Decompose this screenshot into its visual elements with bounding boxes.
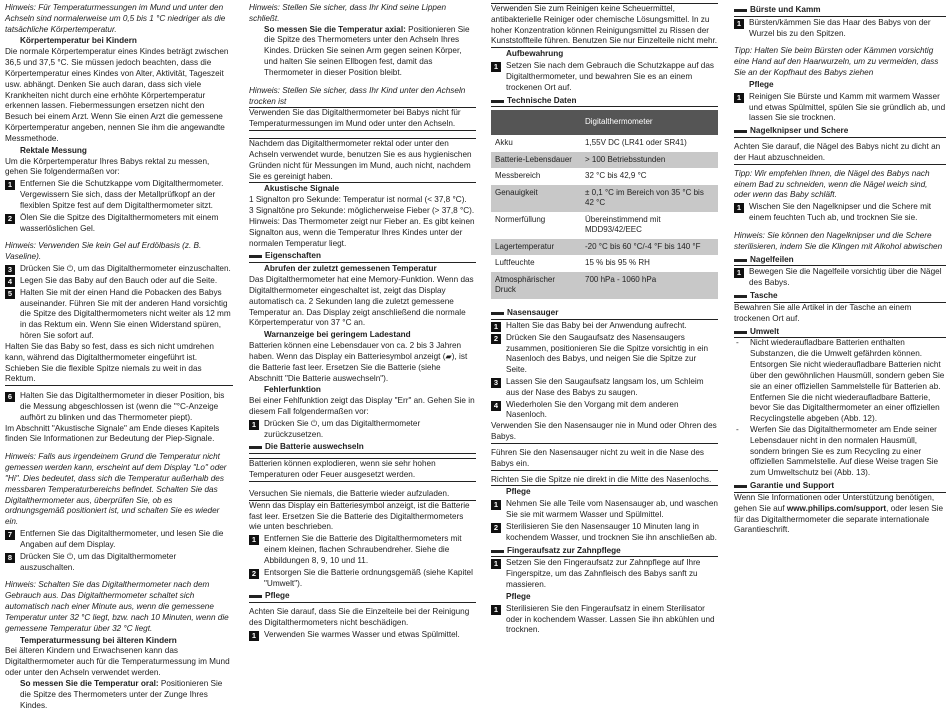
step-number: 2 bbox=[491, 523, 501, 533]
step-number: 1 bbox=[249, 631, 259, 641]
subheading: Temperaturmessung bei älteren Kindern bbox=[20, 635, 177, 645]
body-text: Wenn das Display ein Batteriesymbol anzeigt, ist die Batterie fast leer. Ersetzen Sie die Batterie des Digitalthermometers wie unten beschrieben. bbox=[249, 500, 470, 532]
lead-paragraph bbox=[249, 25, 476, 79]
bullet-item: - Nicht wiederaufladbare Batterien enthalten Substanzen, die die Umwelt gefährden können. Entsorgen Sie nicht wiederaufladbare Batterien nicht über den gewöhnlichen Hausmüll, sondern geben Sie sie an einer offiziellen Sammelstelle für Batterien ab. Entfernen Sie die nicht wiederaufladbare Batterie, bevor Sie das Digitalthermometer an einer offiziellen Recyclingstelle abgeben (Abb. 12). bbox=[734, 338, 946, 425]
body-text: Hinweis: Das Thermometer zeigt nur Fieber an. Es gibt keinen Signalton aus, wenn die Temperatur Ihres Kindes unter der normalen Temperatur liegt. bbox=[249, 216, 475, 248]
section-heading: Umwelt bbox=[734, 327, 946, 339]
spacer bbox=[734, 224, 946, 231]
subheading: Körpertemperatur bei Kindern bbox=[20, 36, 137, 46]
subheading: Abrufen der zuletzt gemessenen Temperatur bbox=[264, 264, 437, 274]
support-link[interactable]: www.philips.com/support bbox=[786, 503, 887, 513]
spacer bbox=[5, 573, 233, 580]
step-text: Wiederholen Sie den Vorgang mit dem anderen Nasenloch. bbox=[506, 399, 679, 420]
step-text: Sterilisieren Sie den Fingeraufsatz in einem Sterilisator oder in kochendem Wasser. Lassen Sie ihn abkühlen und trocknen. bbox=[506, 603, 715, 635]
body-text: Im Abschnitt "Akustische Signale" am Ende dieses Kapitels finden Sie Informationen zur Bedeutung der Piep-Signale. bbox=[5, 423, 220, 444]
step-text: Entfernen Sie das Digitalthermometer, und lesen Sie die Angaben auf dem Display. bbox=[20, 529, 224, 549]
table-cell-value: 700 hPa - 1060 hPa bbox=[581, 272, 718, 299]
step-text: Sterilisieren Sie den Nasensauger 10 Minuten lang in kochendem Wasser, und trocknen Sie ihn anschließen ab. bbox=[506, 521, 717, 542]
numbered-step bbox=[491, 333, 718, 376]
warning-text: Führen Sie den Nasensauger nicht zu weit in die Nase des Babys ein. bbox=[491, 448, 718, 471]
section-heading: Nagelknipser und Schere bbox=[734, 126, 946, 138]
step-number: 1 bbox=[734, 93, 744, 103]
numbered-step bbox=[249, 568, 476, 590]
numbered-step bbox=[734, 267, 946, 289]
table-cell-label: Batterie-Lebensdauer bbox=[491, 152, 581, 169]
step-text: Bürsten/kämmen Sie das Haar des Babys von der Wurzel bis zu den Spitzen. bbox=[749, 17, 931, 38]
warning-text: Nachdem das Digitalthermometer rektal oder unter den Achseln verwendet wurde, benutzen Sie es aus hygienischen Gründen nicht für Messungen im Mund, auch nicht, nachdem Sie es gereinigt haben. bbox=[249, 138, 476, 183]
column-2 bbox=[249, 3, 476, 670]
body-text: Das Digitalthermometer hat eine Memory-Funktion. Wenn das Digitalthermometer eingeschaltet ist, zeigt das Display automatisch ca. 2 Sekunden lang die zuletzt gemessene Temperatur an. Das Display zeigt anschließend die normale Körpertemperatur von 37 °C an. bbox=[249, 275, 474, 328]
lead-text: Positionieren Sie die Spitze des Thermometers unter den Achseln Ihres Kindes. Drücken Sie seinen Arm gegen seinen Körper, und halten Sie seinen Ellbogen fest, damit das Thermometer in dieser Position bleibt. bbox=[264, 24, 470, 77]
step-text: Verwenden Sie warmes Wasser und etwas Spülmittel. bbox=[264, 629, 460, 639]
body-text: Bei älteren Kindern und Erwachsenen kann das Digitalthermometer auch für die Temperaturmessung im Mund oder unter den Achseln verwendet werden. bbox=[5, 646, 230, 678]
table-row bbox=[491, 239, 718, 256]
numbered-step bbox=[249, 419, 476, 441]
table-cell-value: 1,55V DC (LR41 oder SR41) bbox=[585, 138, 687, 147]
technical-data-table bbox=[491, 110, 718, 299]
lead-label: So messen Sie die Temperatur axial: bbox=[264, 24, 406, 34]
step-number: 1 bbox=[734, 19, 744, 29]
step-number: 1 bbox=[249, 535, 259, 545]
step-text: Reinigen Sie Bürste und Kamm mit warmem Wasser und etwas Spülmittel, spülen Sie sie gründlich ab, und lassen Sie sie trocknen. bbox=[749, 91, 946, 123]
step-number: 1 bbox=[734, 268, 744, 278]
body-text: Um die Körpertemperatur Ihres Babys rektal zu messen, gehen Sie folgendermaßen vor: bbox=[5, 156, 210, 177]
subheading: Warnanzeige bei geringem Ladestand bbox=[264, 330, 411, 340]
subheading: Pflege bbox=[749, 79, 774, 89]
subheading: Pflege bbox=[506, 487, 531, 497]
step-text: Lassen Sie den Saugaufsatz langsam los, um Schleim aus der Nase des Babys zu saugen. bbox=[506, 376, 704, 397]
spacer bbox=[249, 482, 476, 489]
numbered-step bbox=[491, 604, 718, 636]
step-number: 2 bbox=[491, 334, 501, 344]
lead-paragraph bbox=[5, 679, 233, 711]
step-text: Drücken Sie ⏻, um das Digitalthermometer zurückzusetzen. bbox=[264, 418, 421, 439]
note-text: Hinweis: Für Temperaturmessungen im Mund und unter den Achseln sind normalerweise um 0,5 bis 1 °C niedriger als die tatsächliche Körpertemperatur. bbox=[5, 3, 226, 34]
note-text: Hinweis: Falls aus irgendeinem Grund die Temperatur nicht gemessen werden kann, erscheint auf dem Display "Lo" oder "Hi". Dies bedeutet, dass sich die Temperatur außerhalb des messbaren Temperaturbereichs befindet. Schalten Sie das Digitalthermometer aus, überprüfen Sie, ob es ordnungsgemäß positioniert ist, und schalten Sie es wieder ein. bbox=[5, 452, 227, 527]
support-paragraph bbox=[734, 493, 946, 536]
table-cell-label: Genauigkeit bbox=[491, 185, 581, 212]
step-number: 3 bbox=[491, 378, 501, 388]
numbered-step bbox=[5, 179, 233, 211]
step-number: 2 bbox=[249, 569, 259, 579]
note-text: Tipp: Wir empfehlen Ihnen, die Nägel des Babys nach einem Bad zu schneiden, wenn die Nägel weich sind, oder wenn das Baby schläft. bbox=[734, 168, 930, 200]
subheading: Pflege bbox=[506, 591, 531, 601]
step-number: 2 bbox=[5, 214, 15, 224]
step-text: Halten Sie das Digitalthermometer in dieser Position, bis die Messung abgeschlossen ist (wenn die "°C-Anzeige aufhört zu blinken und das Thermometer piept). bbox=[20, 391, 225, 422]
section-heading: Pflege bbox=[249, 591, 476, 603]
step-number: 8 bbox=[5, 553, 15, 563]
lead-label: So messen Sie die Temperatur oral: bbox=[20, 678, 159, 688]
note-text: Hinweis: Sie können den Nagelknipser und die Schere sterilisieren, indem Sie die Klingen mit Alkohol abwischen bbox=[734, 230, 943, 251]
step-number: 3 bbox=[5, 265, 15, 275]
column-3-top bbox=[491, 3, 718, 107]
body-text: 1 Signalton pro Sekunde: Temperatur ist normal (< 37,8 °C). bbox=[249, 195, 467, 205]
warning-text: Verwenden Sie den Nasensauger nie in Mund oder Ohren des Babys. bbox=[491, 421, 718, 444]
table-cell-label: Atmosphärischer Druck bbox=[491, 272, 581, 299]
step-text: Wischen Sie den Nagelknipser und die Schere mit einem feuchten Tuch ab, und trocknen Sie sie. bbox=[749, 202, 932, 223]
subheading: Akustische Signale bbox=[264, 184, 340, 194]
numbered-step bbox=[491, 558, 718, 590]
numbered-step bbox=[491, 400, 718, 422]
step-number: 1 bbox=[491, 62, 501, 72]
numbered-step bbox=[491, 377, 718, 399]
numbered-step bbox=[734, 18, 946, 40]
section-heading: Bürste und Kamm bbox=[734, 5, 946, 17]
step-text: Entsorgen Sie die Batterie ordnungsgemäß (siehe Kapitel "Umwelt"). bbox=[264, 567, 473, 588]
table-cell-value: Übereinstimmend mit MDD93/42/EEC bbox=[585, 214, 661, 235]
warning-text: Achten Sie darauf, die Nägel des Babys nicht zu dicht an der Haut abzuschneiden. bbox=[734, 142, 946, 165]
numbered-step bbox=[249, 630, 476, 641]
table-cell-label: Akku bbox=[495, 138, 513, 147]
table-row bbox=[491, 212, 718, 239]
section-heading: Garantie und Support bbox=[734, 481, 946, 493]
body-text: 3 Signaltöne pro Sekunde: möglicherweise Fieber (> 37,8 °C). bbox=[249, 206, 475, 216]
spacer bbox=[734, 39, 946, 46]
numbered-step bbox=[249, 534, 476, 566]
step-number: 1 bbox=[734, 203, 744, 213]
step-text: Bewegen Sie die Nagelfeile vorsichtig über die Nägel des Babys. bbox=[749, 267, 942, 288]
table-cell-value: ± 0,1 °C im Bereich von 35 °C bis 42 °C bbox=[581, 185, 718, 212]
table-cell-value: 15 % bis 95 % RH bbox=[585, 258, 650, 268]
warning-text: Verwenden Sie das Digitalthermometer bei Babys nicht für Temperaturmessungen im Mund oder unter den Achseln. bbox=[249, 107, 476, 131]
table-row bbox=[491, 135, 718, 152]
spacer bbox=[5, 445, 233, 452]
numbered-step bbox=[491, 522, 718, 544]
table-cell-label: Normerfüllung bbox=[495, 214, 546, 224]
numbered-step bbox=[734, 92, 946, 124]
warning-text: Richten Sie die Spitze nie direkt in die Mitte des Nasenlochs. bbox=[491, 475, 718, 487]
numbered-step bbox=[734, 202, 946, 224]
spacer bbox=[5, 386, 233, 390]
note-text: Hinweis: Schalten Sie das Digitalthermometer nach dem Gebrauch aus. Das Digitalthermometer schaltet sich automatisch nach einer Minute aus, wenn die gemessene Temperatur unter 32 °C liegt, bzw. nach 10 Minuten, wenn die gemessene Temperatur über 32 °C liegt. bbox=[5, 580, 229, 633]
support-text-end: , oder lesen Sie für das Digitalthermometer die separate internationale Garantieschrift. bbox=[734, 503, 944, 535]
table-cell-label: Lagertemperatur bbox=[491, 239, 581, 256]
table-row bbox=[491, 152, 718, 169]
spacer bbox=[249, 79, 476, 86]
warning-text: Versuchen Sie niemals, die Batterie wieder aufzuladen. bbox=[249, 489, 476, 501]
step-number: 7 bbox=[5, 530, 15, 540]
step-text: Halten Sie das Baby bei der Anwendung aufrecht. bbox=[506, 320, 687, 330]
body-text: Achten Sie darauf, dass Sie die Einzelteile bei der Reinigung des Digitalthermometers nicht beschädigen. bbox=[249, 607, 470, 628]
step-number: 4 bbox=[5, 277, 15, 287]
numbered-step bbox=[5, 264, 233, 275]
table-cell-label: Messbereich bbox=[495, 171, 541, 181]
warning-text: Batterien können explodieren, wenn sie sehr hohen Temperaturen oder Feuer ausgesetzt werden. bbox=[249, 458, 476, 482]
table-row bbox=[491, 255, 718, 272]
numbered-step bbox=[491, 61, 718, 93]
spacer bbox=[249, 131, 476, 138]
step-number: 4 bbox=[491, 401, 501, 411]
table-row bbox=[491, 168, 718, 185]
table-row bbox=[491, 272, 718, 299]
column-3 bbox=[491, 3, 718, 670]
subheading: Aufbewahrung bbox=[506, 49, 564, 59]
step-text: Legen Sie das Baby auf den Bauch oder auf die Seite. bbox=[20, 275, 218, 285]
warning-text: Schieben Sie die flexible Spitze niemals zu weit in das Rektum. bbox=[5, 364, 233, 387]
numbered-step bbox=[5, 529, 233, 551]
subheading: Rektale Messung bbox=[20, 145, 87, 155]
table-head-empty bbox=[491, 110, 581, 135]
section-heading: Eigenschaften bbox=[249, 251, 476, 263]
step-number: 1 bbox=[5, 180, 15, 190]
step-text: Entfernen Sie die Schutzkappe vom Digitalthermometer. Vergewissern Sie sich, dass der Metallprüfkopf an der flexiblen Spitze fest auf dem Digitalthermometer sitzt. bbox=[20, 179, 224, 210]
numbered-step bbox=[5, 391, 233, 423]
body-text: Die normale Körpertemperatur eines Kindes beträgt zwischen 36,5 und 37,5 °C. Sie müssen jedoch beachten, dass die Körpertemperatur eines Kindes von Alter, Aktivität, Tageszeit usw. abhängt. Denken Sie auch daran, dass sich viele Krankheiten nicht durch eine erhöhte Körpertemperatur erkennen lassen. Fiebermessungen ersetzen nicht den Besuch bei einem Arzt. Wenn Sie einen Arzt die gemessene Körpertemperatur angeben, nennen Sie ihm die angewandte Messmethode. bbox=[5, 47, 229, 143]
numbered-step bbox=[5, 213, 233, 235]
numbered-step bbox=[5, 276, 233, 287]
column-3-bottom bbox=[491, 299, 718, 636]
numbered-step bbox=[5, 288, 233, 342]
spacer bbox=[491, 299, 718, 306]
section-heading: Nasensauger bbox=[491, 308, 718, 320]
step-text: Ölen Sie die Spitze des Digitalthermometers mit einem wasserlöslichen Gel. bbox=[20, 212, 219, 233]
table-cell-value: 32 °C bis 42,9 °C bbox=[585, 171, 647, 181]
numbered-step bbox=[5, 552, 233, 574]
step-number: 5 bbox=[5, 289, 15, 299]
warning-text: Verwenden Sie zum Reinigen keine Scheuermittel, antibakterielle Reiniger oder chemische Lösungsmittel. In zu hoher Konzentration können Reinigungsmittel zu Rissen der Kunststoffteile führen. Benutzen Sie nur Einzelteile nicht mehr. bbox=[491, 3, 718, 48]
section-heading: Technische Daten bbox=[491, 96, 718, 108]
body-text: Batterien können eine Lebensdauer von ca. 2 bis 3 Jahren haben. Wenn das Display ein Batteriesymbol anzeigt (▰), ist die Batterie fast leer. Ersetzen Sie die Batterie (siehe Abschnitt "Die Batterie auswechseln"). bbox=[249, 341, 468, 383]
step-text: Halten Sie mit der einen Hand die Pobacken des Babys auseinander. Führen Sie mit der anderen Hand vorsichtig die Spitze des Digitalthermometers nicht weiter als 12 mm in das Rektum ein. Wenn Sie einen Widerstand spüren, hören Sie sofort auf. bbox=[20, 287, 231, 341]
step-number: 1 bbox=[491, 559, 501, 569]
section-heading: Tasche bbox=[734, 291, 946, 303]
column-4 bbox=[734, 3, 946, 670]
numbered-step bbox=[491, 499, 718, 521]
subheading: Fehlerfunktion bbox=[264, 385, 321, 395]
body-text: Bei einer Fehlfunktion zeigt das Display "Err" an. Gehen Sie in diesem Fall folgendermaßen vor: bbox=[249, 396, 475, 416]
step-text: Drücken Sie ⏻, um das Digitalthermometer einzuschalten. bbox=[20, 264, 231, 274]
step-number: 1 bbox=[491, 500, 501, 510]
step-number: 1 bbox=[249, 420, 259, 430]
spacer bbox=[5, 234, 233, 241]
step-number: 6 bbox=[5, 392, 15, 402]
lead-text: Positionieren Sie die Spitze des Thermometers unter der Zunge Ihres Kindes. bbox=[20, 678, 223, 710]
step-text: Setzen Sie den Fingeraufsatz zur Zahnpflege auf Ihre Fingerspitze, um das Zahnfleisch des Babys sanft zu massieren. bbox=[506, 558, 701, 590]
table-cell-label: Luftfeuchte bbox=[495, 258, 535, 268]
numbered-step bbox=[491, 321, 718, 332]
bullet-item: - Werfen Sie das Digitalthermometer am Ende seiner Lebensdauer nicht in den normalen Hausmüll, sondern bringen Sie es zum Recycling zu einer offiziellen Sammelstelle. Auf diese Weise tragen Sie zum Umweltschutz bei (Abb. 13). bbox=[734, 425, 946, 479]
table-row bbox=[491, 185, 718, 212]
note-text: Hinweis: Stellen Sie sicher, dass Ihr Kind seine Lippen schließt. bbox=[249, 3, 447, 23]
step-text: Entfernen Sie die Batterie des Digitalthermometers mit einem kleinen, flachen Schraubendreher. Siehe die Abbildungen 8, 9, 10 und 11. bbox=[264, 534, 462, 565]
note-text: Hinweis: Stellen Sie sicher, dass Ihr Kind unter den Achseln trocken ist bbox=[249, 85, 466, 106]
section-heading: Nagelfeilen bbox=[734, 255, 946, 267]
table-cell-value: -20 °C bis 60 °C/-4 °F bis 140 °F bbox=[581, 239, 718, 256]
step-number: 1 bbox=[491, 322, 501, 332]
step-text: Nehmen Sie alle Teile vom Nasensauger ab, und waschen Sie sie mit warmem Wasser und Spülmittel. bbox=[506, 499, 718, 520]
step-text: Drücken Sie den Saugaufsatz des Nasensaugers zusammen, positionieren Sie die Spitze vorsichtig in ein Nasenloch des Babys, und neigen Sie die Spitze zur Seite. bbox=[506, 332, 709, 375]
table-cell-value: > 100 Betriebsstunden bbox=[581, 152, 718, 169]
section-heading: Fingeraufsatz zur Zahnpflege bbox=[491, 546, 718, 558]
support-text: Wenn Sie Informationen oder Unterstützung benötigen, gehen Sie auf bbox=[734, 492, 935, 513]
note-text: Tipp: Halten Sie beim Bürsten oder Kämmen vorsichtig eine Hand auf den Haarwurzeln, um zu vermeiden, dass Sie an der Kopfhaut des Babys ziehen bbox=[734, 46, 939, 78]
section-heading: Die Batterie auswechseln bbox=[249, 442, 476, 454]
step-text: Setzen Sie nach dem Gebrauch die Schutzkappe auf das Digitalthermometer, und bewahren Sie es an einem trockenen Ort auf. bbox=[506, 61, 715, 92]
body-text: Halten Sie das Baby so fest, dass es sich nicht umdrehen kann, während das Digitalthermometer eingeführt ist. bbox=[5, 341, 214, 362]
note-text: Hinweis: Verwenden Sie kein Gel auf Erdölbasis (z. B. Vaseline). bbox=[5, 241, 202, 262]
column-1 bbox=[5, 3, 233, 710]
step-number: 1 bbox=[491, 605, 501, 615]
table-head-title: Digitalthermometer bbox=[581, 110, 718, 135]
step-text: Drücken Sie ⏻, um das Digitalthermometer auszuschalten. bbox=[20, 551, 177, 572]
body-text: Bewahren Sie alle Artikel in der Tasche an einem trockenen Ort auf. bbox=[734, 302, 912, 323]
